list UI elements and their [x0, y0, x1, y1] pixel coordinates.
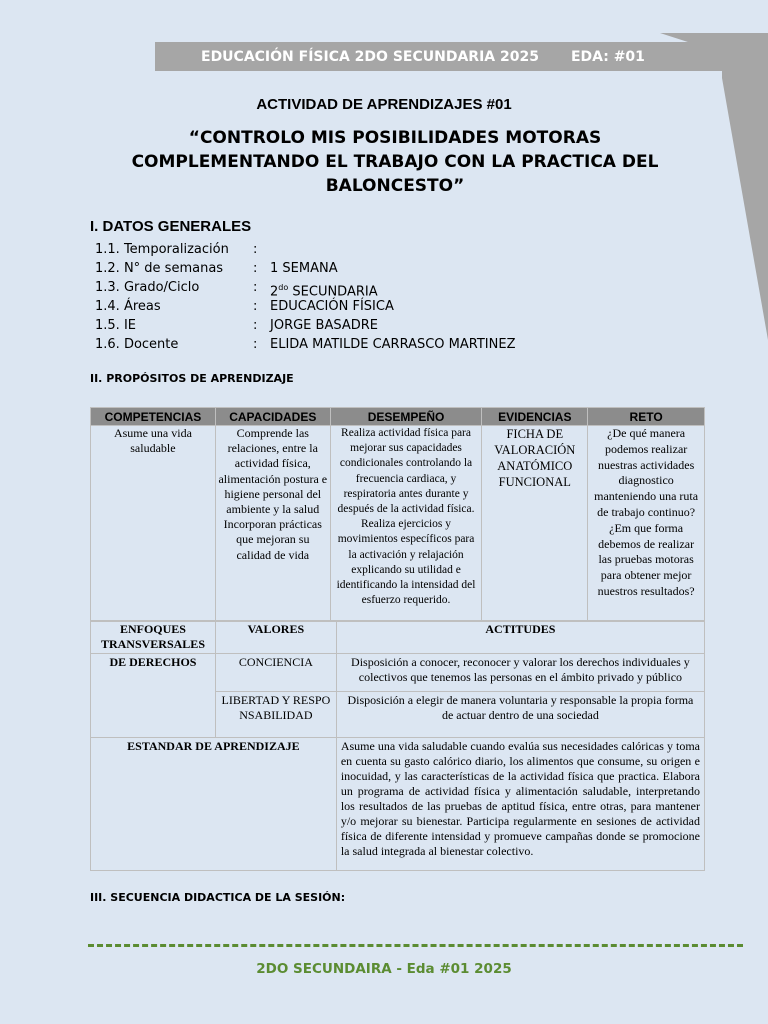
item-sep: :	[253, 242, 258, 257]
item-label: 1.3. Grado/Ciclo	[95, 280, 200, 295]
competencia-cell: Asume una vida saludable	[91, 426, 216, 622]
enfoques-header: ENFOQUES TRANSVERSALES	[91, 621, 216, 654]
grade-number: 2	[270, 284, 279, 300]
section-datos-generales-title: I. DATOS GENERALES	[90, 218, 252, 235]
section-secuencia-title: III. SECUENCIA DIDACTICA DE LA SESIÓN:	[90, 891, 346, 904]
list-item	[95, 259, 595, 278]
header-title: EDUCACIÓN FÍSICA 2DO SECUNDARIA 2025	[201, 48, 539, 65]
actitudes-header: ACTITUDES	[336, 621, 704, 654]
list-item	[95, 297, 595, 316]
column-header: EVIDENCIAS	[482, 408, 588, 426]
item-sep: :	[253, 299, 258, 314]
item-value: EDUCACIÓN FÍSICA	[270, 299, 394, 314]
valores-header: VALORES	[215, 621, 336, 654]
enfoques-table	[90, 620, 705, 871]
item-label: 1.2. N° de semanas	[95, 261, 224, 276]
list-item	[95, 278, 595, 300]
item-sep: :	[253, 337, 258, 352]
item-label: 1.5. IE	[95, 318, 136, 333]
activity-title: ACTIVIDAD DE APRENDIZAJES #01	[256, 96, 512, 113]
main-title: “CONTROLO MIS POSIBILIDADES MOTORAS COMPLEMENTANDO EL TRABAJO CON LA PRACTICA DEL BALONCESTO”	[131, 128, 659, 196]
estandar-text: Asume una vida saludable cuando evalúa sus necesidades calóricas y toma en cuenta su gasto calórico diario, los alimentos que consume, su origen e inocuidad, y las características de la actividad física que practica. Elabora un programa de actividad física y alimentación saludable, interpretando los resultados de las pruebas de aptitud física, entre otras, para mantener y/o mejorar su bienestar. Participa regularmente en sesiones de actividad física de diferente intensidad y promueve campañas donde se promocione la salud integrada al bienestar colectivo.	[336, 738, 704, 871]
column-header: DESEMPEÑO	[330, 408, 482, 426]
actitud-cell: Disposición a conocer, reconocer y valorar los derechos individuales y colectivos que tenemos las personas en el ámbito privado y público	[336, 654, 704, 692]
footer-divider	[88, 944, 743, 947]
item-label: 1.4. Áreas	[95, 299, 161, 314]
item-sep: :	[253, 318, 258, 333]
estandar-label: ESTANDAR DE APRENDIZAJE	[91, 738, 337, 871]
list-item	[95, 335, 595, 354]
list-item	[95, 316, 595, 335]
grade-superscript: do	[278, 283, 289, 292]
section-propositos-title: II. PROPÓSITOS DE APRENDIZAJE	[90, 372, 294, 385]
item-label: 1.1. Temporalización	[95, 242, 229, 257]
valor-cell: CONCIENCIA	[215, 654, 336, 692]
header-eda: EDA: #01	[570, 48, 645, 65]
valor-cell: LIBERTAD Y RESPONSABILIDAD	[215, 692, 336, 738]
evidencias-cell: FICHA DE VALORACIÓN ANATÓMICO FUNCIONAL	[482, 426, 588, 622]
item-sep: :	[253, 261, 258, 276]
item-sep: :	[253, 280, 258, 295]
list-item	[95, 240, 595, 259]
desempeno-cell: Realiza actividad física para mejorar sus capacidades condicionales controlando la frecuencia cardiaca, y respiratoria antes durante y después de la actividad física. Realiza ejercicios y movimientos específicos para la activación y relajación explicando su utilidad e identificando la intensidad del esfuerzo requerido.	[330, 426, 482, 622]
item-value: 1 SEMANA	[270, 261, 338, 276]
table-header-row	[91, 408, 705, 426]
enfoque-cell: DE DERECHOS	[91, 654, 216, 738]
column-header: RETO	[588, 408, 705, 426]
capacidades-cell: Comprende las relaciones, entre la actividad física, alimentación postura e higiene personal del ambiente y la salud Incorporan prácticas que mejoran su calidad de vida	[215, 426, 330, 622]
reto-cell: ¿De qué manera podemos realizar nuestras actividades diagnostico manteniendo una ruta de trabajo continuo? ¿Em que forma debemos de realizar las pruebas motoras para obtener mejor nuestros resultados?	[588, 426, 705, 622]
table-row	[91, 621, 705, 654]
datos-generales-list	[95, 240, 595, 354]
item-value: ELIDA MATILDE CARRASCO MARTINEZ	[270, 337, 516, 352]
header-bar	[155, 42, 723, 71]
purposes-table	[90, 407, 705, 622]
table-row	[91, 654, 705, 692]
column-header: COMPETENCIAS	[91, 408, 216, 426]
footer-text: 2DO SECUNDAIRA - Eda #01 2025	[256, 961, 512, 977]
actitud-cell: Disposición a elegir de manera voluntaria y responsable la propia forma de actuar dentro de una sociedad	[336, 692, 704, 738]
grade-level: SECUNDARIA	[288, 284, 378, 300]
table-row	[91, 738, 705, 871]
table-row	[91, 426, 705, 622]
item-value: JORGE BASADRE	[270, 318, 378, 333]
item-label: 1.6. Docente	[95, 337, 179, 352]
column-header: CAPACIDADES	[215, 408, 330, 426]
